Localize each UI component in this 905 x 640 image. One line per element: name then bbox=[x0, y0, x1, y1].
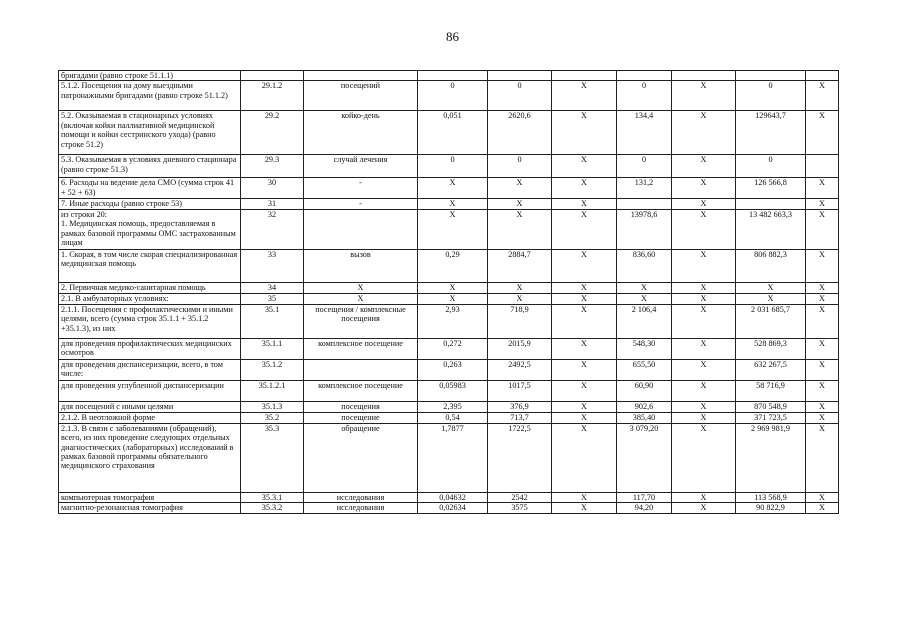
cell-c3: X bbox=[552, 111, 617, 155]
cell-unit: комплексное посещение bbox=[304, 338, 418, 359]
cell-c3: X bbox=[552, 293, 617, 304]
cell-c1: X bbox=[418, 199, 488, 209]
cell-c1: 0 bbox=[418, 81, 488, 111]
cell-c2: 0 bbox=[488, 81, 552, 111]
cell-code: 35.1.3 bbox=[241, 401, 304, 412]
cell-c7: X bbox=[806, 503, 839, 514]
cell-name: 5.1.2. Посещения на дому выездными патронажными бригадами (равно строке 51.1.2) bbox=[59, 81, 241, 111]
cell-c1: 0 bbox=[418, 155, 488, 178]
cell-c6: 0 bbox=[736, 155, 806, 178]
table-row bbox=[59, 304, 839, 338]
cell-c5: X bbox=[672, 81, 736, 111]
cell-c7: X bbox=[806, 338, 839, 359]
cell-c3: X bbox=[552, 209, 617, 249]
cell-c1: 2,395 bbox=[418, 401, 488, 412]
cell-c5: X bbox=[672, 209, 736, 249]
table-row bbox=[59, 199, 839, 209]
cell-c1: 0,29 bbox=[418, 249, 488, 282]
cell-c1: 0,051 bbox=[418, 111, 488, 155]
cell-c1: X bbox=[418, 178, 488, 199]
cell-c7: X bbox=[806, 401, 839, 412]
cell-code: 30 bbox=[241, 178, 304, 199]
cell-c3: X bbox=[552, 282, 617, 293]
cell-c6: 632 267,5 bbox=[736, 359, 806, 380]
cell-c2: 2542 bbox=[488, 492, 552, 502]
table-row bbox=[59, 359, 839, 380]
cell-c7 bbox=[806, 71, 839, 81]
cell-name: для проведения углубленной диспансеризации bbox=[59, 380, 241, 401]
cell-name: 5.2. Оказываемая в стационарных условиях (включая койки паллиативной медицинской помощи и койки сестринского ухода) (равно строке 51.2) bbox=[59, 111, 241, 155]
cell-code: 35.2 bbox=[241, 412, 304, 423]
cell-c2: 713,7 bbox=[488, 412, 552, 423]
table-row bbox=[59, 209, 839, 249]
cell-unit: исследования bbox=[304, 492, 418, 502]
cell-code: 35.1 bbox=[241, 304, 304, 338]
cell-c6: 371 723,5 bbox=[736, 412, 806, 423]
cell-c7 bbox=[806, 155, 839, 178]
cell-code: 35.1.2.1 bbox=[241, 380, 304, 401]
cell-c7: X bbox=[806, 492, 839, 502]
cell-c5: X bbox=[672, 359, 736, 380]
cell-c2 bbox=[488, 71, 552, 81]
cell-code: 35.1.1 bbox=[241, 338, 304, 359]
cell-code: 29.2 bbox=[241, 111, 304, 155]
cell-c6: X bbox=[736, 282, 806, 293]
cell-c3: X bbox=[552, 155, 617, 178]
cell-c4: 0 bbox=[617, 81, 672, 111]
cell-unit: посещение bbox=[304, 412, 418, 423]
cell-c5: X bbox=[672, 155, 736, 178]
cell-c1: 0,05983 bbox=[418, 380, 488, 401]
cell-name: магнитно-резонансная томография bbox=[59, 503, 241, 514]
cell-c5: X bbox=[672, 111, 736, 155]
cell-c5: X bbox=[672, 178, 736, 199]
table-row bbox=[59, 338, 839, 359]
cell-name: 2.1.3. В связи с заболеваниями (обращений), всего, из них проведение следующих отдельных диагностических (лабораторных) исследований в рамках базовой программы обязательного медицинского страхования bbox=[59, 423, 241, 492]
cell-c2: X bbox=[488, 178, 552, 199]
cell-c3: X bbox=[552, 304, 617, 338]
cell-code: 31 bbox=[241, 199, 304, 209]
cell-unit: - bbox=[304, 178, 418, 199]
cell-c3: X bbox=[552, 401, 617, 412]
cell-c7: X bbox=[806, 178, 839, 199]
table-row bbox=[59, 412, 839, 423]
cell-code: 35.3 bbox=[241, 423, 304, 492]
cell-code: 29.1.2 bbox=[241, 81, 304, 111]
cell-code: 35.3.2 bbox=[241, 503, 304, 514]
cell-c2: 718,9 bbox=[488, 304, 552, 338]
cell-c1 bbox=[418, 71, 488, 81]
cell-c4: 836,60 bbox=[617, 249, 672, 282]
cell-c2: X bbox=[488, 199, 552, 209]
cell-code: 32 bbox=[241, 209, 304, 249]
table-row bbox=[59, 249, 839, 282]
cell-c3: X bbox=[552, 199, 617, 209]
cell-unit bbox=[304, 359, 418, 380]
cell-c6: 126 566,8 bbox=[736, 178, 806, 199]
table-row bbox=[59, 492, 839, 502]
cell-c7: X bbox=[806, 359, 839, 380]
cell-c6 bbox=[736, 71, 806, 81]
cell-c6 bbox=[736, 199, 806, 209]
cell-c1: X bbox=[418, 209, 488, 249]
cell-code bbox=[241, 71, 304, 81]
cell-c2: 3575 bbox=[488, 503, 552, 514]
cell-c7: X bbox=[806, 249, 839, 282]
cell-c3 bbox=[552, 71, 617, 81]
cell-name: для проведения профилактических медицинских осмотров bbox=[59, 338, 241, 359]
cell-c5: X bbox=[672, 503, 736, 514]
cell-c5 bbox=[672, 71, 736, 81]
cell-c1: X bbox=[418, 293, 488, 304]
cell-c3: X bbox=[552, 249, 617, 282]
cell-unit: комплексное посещение bbox=[304, 380, 418, 401]
cell-name: 2.1.2. В неотложной форме bbox=[59, 412, 241, 423]
cell-c5: X bbox=[672, 401, 736, 412]
cell-unit: посещений bbox=[304, 81, 418, 111]
cell-unit: койко-день bbox=[304, 111, 418, 155]
cell-c5: X bbox=[672, 304, 736, 338]
cell-c5: X bbox=[672, 412, 736, 423]
cell-c2: 2492,5 bbox=[488, 359, 552, 380]
cell-code: 34 bbox=[241, 282, 304, 293]
cell-c4: 13978,6 bbox=[617, 209, 672, 249]
cell-c3: X bbox=[552, 380, 617, 401]
cell-c1: 0,02634 bbox=[418, 503, 488, 514]
cell-unit: - bbox=[304, 199, 418, 209]
cell-c6: 0 bbox=[736, 81, 806, 111]
cell-c4: 131,2 bbox=[617, 178, 672, 199]
cell-unit bbox=[304, 209, 418, 249]
cell-name: 2.1. В амбулаторных условиях: bbox=[59, 293, 241, 304]
cell-c1: 0,54 bbox=[418, 412, 488, 423]
cell-c7: X bbox=[806, 209, 839, 249]
cell-code: 35.3.1 bbox=[241, 492, 304, 502]
cell-name: 2.1.1. Посещения с профилактическими и иными целями, всего (сумма строк 35.1.1 + 35.1.2 +35.1.3), из них bbox=[59, 304, 241, 338]
cell-name: для проведения диспансеризации, всего, в том числе: bbox=[59, 359, 241, 380]
cell-c5: X bbox=[672, 282, 736, 293]
table-row bbox=[59, 293, 839, 304]
cell-c3: X bbox=[552, 423, 617, 492]
cell-c4: 548,30 bbox=[617, 338, 672, 359]
cell-c7: X bbox=[806, 304, 839, 338]
cell-name: бригадами (равно строке 51.1.1) bbox=[59, 71, 241, 81]
cell-code: 29.3 bbox=[241, 155, 304, 178]
cell-c1: 0,04632 bbox=[418, 492, 488, 502]
cell-name: 5.3. Оказываемая в условиях дневного стационара (равно строке 51.3) bbox=[59, 155, 241, 178]
cell-c2: 1017,5 bbox=[488, 380, 552, 401]
cell-code: 33 bbox=[241, 249, 304, 282]
cell-name: 2. Первичная медико-санитарная помощь bbox=[59, 282, 241, 293]
cell-c2: X bbox=[488, 209, 552, 249]
cell-c3: X bbox=[552, 178, 617, 199]
page-number: 86 bbox=[446, 29, 459, 44]
cell-c1: 0,272 bbox=[418, 338, 488, 359]
cell-c1: 2,93 bbox=[418, 304, 488, 338]
table-row bbox=[59, 155, 839, 178]
cell-name: для посещений с иными целями bbox=[59, 401, 241, 412]
cell-c2: 1722,5 bbox=[488, 423, 552, 492]
cell-c2: 2620,6 bbox=[488, 111, 552, 155]
cell-c7: X bbox=[806, 111, 839, 155]
cell-c4: 134,4 bbox=[617, 111, 672, 155]
cell-name: из строки 20: 1. Медицинская помощь, предоставляемая в рамках базовой программы ОМС застрахованным лицам bbox=[59, 209, 241, 249]
cell-c2: 2884,7 bbox=[488, 249, 552, 282]
cell-c6: X bbox=[736, 293, 806, 304]
cell-unit: вызов bbox=[304, 249, 418, 282]
cell-unit bbox=[304, 71, 418, 81]
cell-c7: X bbox=[806, 282, 839, 293]
cell-unit: посещения / комплексные посещения bbox=[304, 304, 418, 338]
cell-c4: 655,50 bbox=[617, 359, 672, 380]
cell-c1: X bbox=[418, 282, 488, 293]
cell-c3: X bbox=[552, 81, 617, 111]
cell-c6: 2 969 981,9 bbox=[736, 423, 806, 492]
cell-c3: X bbox=[552, 338, 617, 359]
cell-c7: X bbox=[806, 412, 839, 423]
cell-c3: X bbox=[552, 503, 617, 514]
cell-c5: X bbox=[672, 423, 736, 492]
cell-unit: исследования bbox=[304, 503, 418, 514]
cell-c3: X bbox=[552, 359, 617, 380]
cell-c6: 806 882,3 bbox=[736, 249, 806, 282]
cell-c7: X bbox=[806, 199, 839, 209]
table-row bbox=[59, 71, 839, 81]
cell-unit: X bbox=[304, 293, 418, 304]
cell-c5: X bbox=[672, 199, 736, 209]
cell-c2: 0 bbox=[488, 155, 552, 178]
cell-c5: X bbox=[672, 249, 736, 282]
cell-code: 35.1.2 bbox=[241, 359, 304, 380]
cell-c2: X bbox=[488, 282, 552, 293]
cell-c6: 113 568,9 bbox=[736, 492, 806, 502]
cell-c4: 2 106,4 bbox=[617, 304, 672, 338]
cell-name: 7. Иные расходы (равно строке 53) bbox=[59, 199, 241, 209]
table-row bbox=[59, 81, 839, 111]
cell-c5: X bbox=[672, 338, 736, 359]
cell-c4: 117,70 bbox=[617, 492, 672, 502]
cell-unit: X bbox=[304, 282, 418, 293]
cell-c2: 2015,9 bbox=[488, 338, 552, 359]
cell-c6: 2 031 685,7 bbox=[736, 304, 806, 338]
cell-c4: 385,40 bbox=[617, 412, 672, 423]
cell-unit: обращение bbox=[304, 423, 418, 492]
table-row bbox=[59, 111, 839, 155]
cell-c6: 870 548,9 bbox=[736, 401, 806, 412]
table-row bbox=[59, 503, 839, 514]
table-row bbox=[59, 380, 839, 401]
cell-code: 35 bbox=[241, 293, 304, 304]
cell-name: 6. Расходы на ведение дела СМО (сумма строк 41 + 52 + 63) bbox=[59, 178, 241, 199]
cell-c7: X bbox=[806, 293, 839, 304]
cell-c6: 528 869,3 bbox=[736, 338, 806, 359]
cell-c7: X bbox=[806, 423, 839, 492]
cell-c2: 376,9 bbox=[488, 401, 552, 412]
cell-c6: 129643,7 bbox=[736, 111, 806, 155]
cell-c5: X bbox=[672, 293, 736, 304]
cell-c6: 90 822,9 bbox=[736, 503, 806, 514]
table-row bbox=[59, 282, 839, 293]
cell-c1: 0,263 bbox=[418, 359, 488, 380]
cell-name: 1. Скорая, в том числе скорая специализированная медицинская помощь bbox=[59, 249, 241, 282]
cell-c4: 0 bbox=[617, 155, 672, 178]
cell-c5: X bbox=[672, 380, 736, 401]
cell-c2: X bbox=[488, 293, 552, 304]
cell-c4: 94,20 bbox=[617, 503, 672, 514]
cell-c4: X bbox=[617, 293, 672, 304]
cell-c4: 60,90 bbox=[617, 380, 672, 401]
cell-c4 bbox=[617, 71, 672, 81]
financing-table bbox=[58, 70, 839, 514]
cell-c4: 902,6 bbox=[617, 401, 672, 412]
cell-c6: 58 716,9 bbox=[736, 380, 806, 401]
cell-c6: 13 482 663,3 bbox=[736, 209, 806, 249]
cell-unit: случай лечения bbox=[304, 155, 418, 178]
table-row bbox=[59, 178, 839, 199]
table-row bbox=[59, 423, 839, 492]
cell-c4: 3 079,20 bbox=[617, 423, 672, 492]
cell-c4 bbox=[617, 199, 672, 209]
cell-name: компьютерная томография bbox=[59, 492, 241, 502]
cell-c7: X bbox=[806, 380, 839, 401]
cell-unit: посещения bbox=[304, 401, 418, 412]
cell-c7: X bbox=[806, 81, 839, 111]
cell-c5: X bbox=[672, 492, 736, 502]
cell-c3: X bbox=[552, 492, 617, 502]
table-row bbox=[59, 401, 839, 412]
cell-c3: X bbox=[552, 412, 617, 423]
cell-c4: X bbox=[617, 282, 672, 293]
cell-c1: 1,7877 bbox=[418, 423, 488, 492]
